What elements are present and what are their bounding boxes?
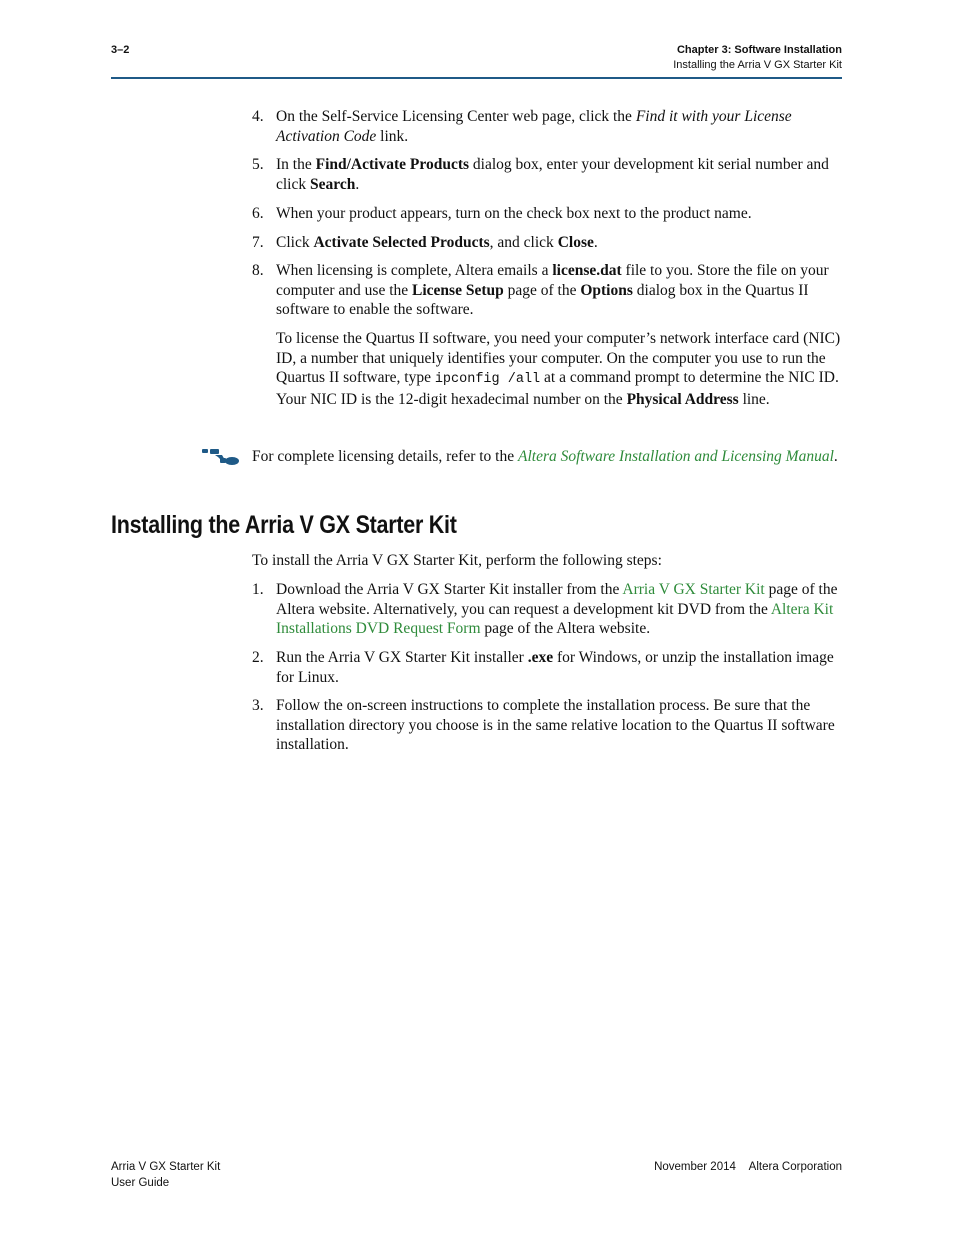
- footer-date: November 2014: [654, 1161, 736, 1173]
- step-text: link.: [376, 127, 409, 145]
- step-bold: Search: [310, 175, 356, 193]
- step-number: 3.: [252, 697, 264, 714]
- step-text: dialog box in the Quartus II software to enable the software.: [276, 281, 809, 319]
- step-bold: .exe: [527, 649, 554, 666]
- note-prefix: For complete licensing details, refer to the: [252, 448, 518, 465]
- footer-doc-type: User Guide: [111, 1177, 170, 1189]
- header-rule: [111, 77, 842, 79]
- para-bold: Physical Address: [626, 390, 739, 408]
- step-bold: Find/Activate Products: [315, 156, 470, 173]
- step-text: In the: [276, 156, 316, 173]
- step-text: .: [355, 175, 360, 193]
- step-text: Follow the on-screen instructions to complete the installation process. Be sure that the installation directory you choose is in the same relative location to the Quartus II software installation.: [276, 697, 835, 754]
- link-text[interactable]: Altera Software Installation and Licensing Manual: [518, 448, 834, 465]
- section-heading: Installing the Arria V GX Starter Kit: [111, 511, 457, 539]
- header-section: Installing the Arria V GX Starter Kit: [673, 59, 842, 71]
- list-item: [252, 155, 842, 194]
- step-text: dialog box, enter your development kit serial number and click: [276, 156, 829, 193]
- list-item: [252, 107, 842, 146]
- list-item: [252, 696, 842, 755]
- step-text: Run the Arria V GX Starter Kit installer: [276, 649, 528, 666]
- step-text: , and click: [489, 234, 558, 251]
- list-item: [252, 204, 842, 224]
- starter-kit-link[interactable]: Arria V GX Starter Kit: [622, 581, 765, 598]
- step-text: On the Self-Service Licensing Center web page, click the: [276, 108, 636, 125]
- step-text: page of the: [503, 281, 581, 299]
- para-text: To license the Quartus II software, you need your computer’s network interface card (NIC) ID, a number that uniquely identifies your computer. On the computer you use to run the Quartus II software, type: [276, 330, 841, 387]
- step-text: page of the Altera website.: [480, 620, 651, 638]
- step-text: .: [593, 234, 598, 251]
- dvd-request-form-link[interactable]: Altera Kit Installations DVD Request Form: [276, 600, 834, 638]
- step-number: 4.: [252, 108, 264, 125]
- step-number: 7.: [252, 234, 264, 251]
- para-text: at a command prompt to determine the NIC ID. Your NIC ID is the 12-digit hexadecimal number on the: [276, 369, 839, 408]
- step-number: 6.: [252, 205, 264, 222]
- step-bold: Activate Selected Products: [313, 234, 490, 251]
- note-pointer-icon: [200, 448, 240, 466]
- step-text: Download the Arria V GX Starter Kit installer from the: [276, 581, 623, 598]
- nic-paragraph: [276, 329, 842, 409]
- inline-code: ipconfig /all: [434, 372, 541, 388]
- step-text: page of the Altera website. Alternatively, you can request a development kit DVD from the: [276, 581, 838, 618]
- step-text: When your product appears, turn on the check box next to the product name.: [276, 205, 752, 222]
- step-bold: License Setup: [412, 281, 504, 299]
- step-text: Click: [276, 234, 314, 251]
- note-suffix: .: [833, 448, 838, 465]
- para-text: line.: [738, 390, 770, 408]
- licensing-manual-link[interactable]: [518, 448, 834, 465]
- step-emphasis: Find it with your License Activation Code: [276, 108, 792, 145]
- list-item: [252, 580, 842, 639]
- footer-company: Altera Corporation: [748, 1161, 842, 1173]
- header-chapter: Chapter 3: Software Installation: [676, 44, 842, 56]
- step-text: for Windows, or unzip the installation image for Linux.: [276, 649, 834, 686]
- step-number: 8.: [252, 262, 264, 279]
- step-bold: Options: [580, 281, 633, 299]
- list-item: [252, 648, 842, 687]
- step-number: 2.: [252, 649, 264, 666]
- list-item: [252, 261, 842, 320]
- step-text: When licensing is complete, Altera emails a: [276, 262, 553, 279]
- page-number: 3–2: [111, 44, 130, 56]
- footer-doc-title: Arria V GX Starter Kit: [111, 1161, 221, 1173]
- step-bold: license.dat: [552, 262, 622, 279]
- step-number: 1.: [252, 581, 264, 598]
- footer-date-company: [654, 1161, 842, 1173]
- note-text: [252, 447, 842, 467]
- step-bold: Close: [557, 234, 594, 251]
- list-item: [252, 233, 842, 253]
- step-number: 5.: [252, 156, 264, 173]
- intro-text: To install the Arria V GX Starter Kit, perform the following steps:: [252, 552, 662, 569]
- step-text: file to you. Store the file on your computer and use the: [276, 262, 829, 299]
